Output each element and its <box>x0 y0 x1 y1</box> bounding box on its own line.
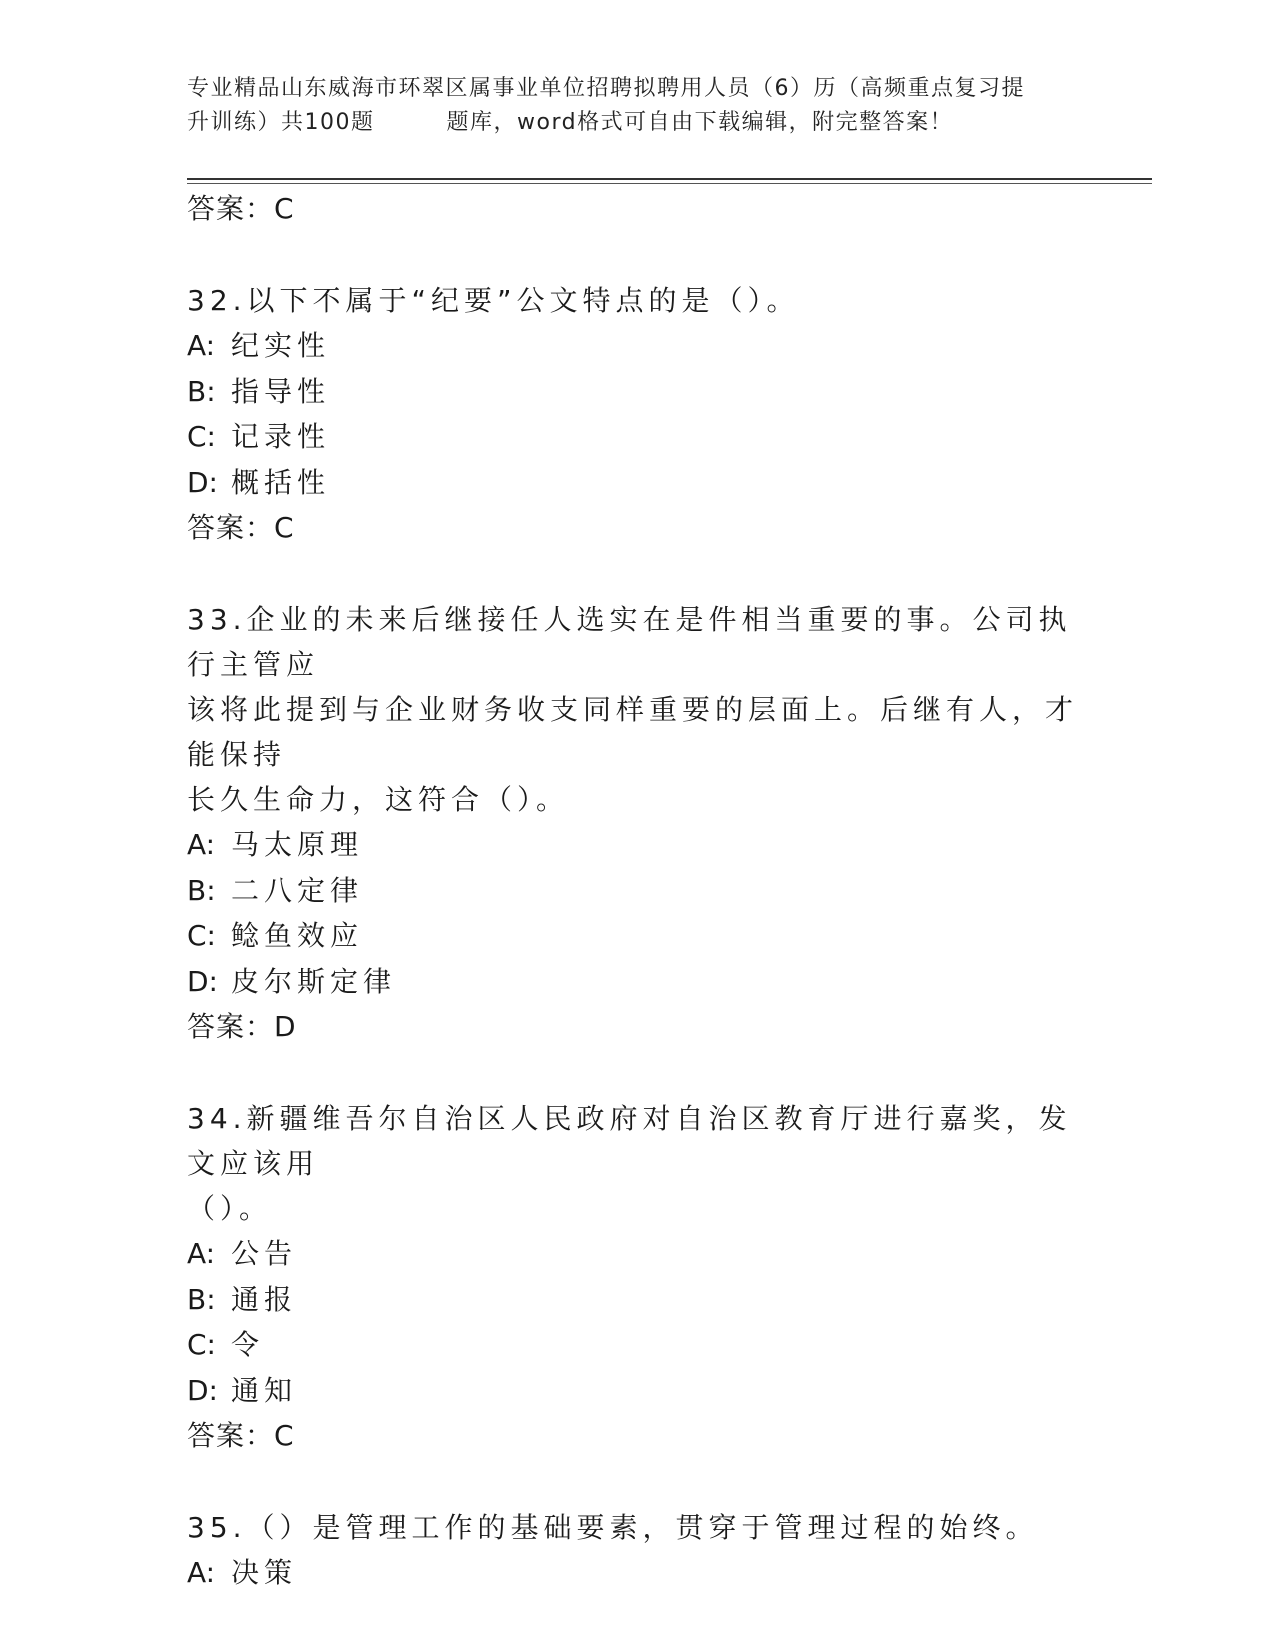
question-35 <box>187 1505 1087 1596</box>
question-text-line-2: 该将此提到与企业财务收支同样重要的层面上。后继有人，才能保持 <box>187 693 1079 771</box>
option-a <box>187 1550 1087 1596</box>
answer: 答案：C <box>187 1419 295 1452</box>
option-text: 决策 <box>231 1556 298 1589</box>
option-key: C: <box>187 919 216 952</box>
spacer <box>187 1459 1087 1505</box>
question-32 <box>187 278 1087 551</box>
option-text: 公告 <box>231 1237 298 1270</box>
option-key: A: <box>187 1556 216 1589</box>
spacer <box>187 232 1087 278</box>
option-key: C: <box>187 420 216 453</box>
header-title-line-1: 专业精品山东威海市环翠区属事业单位招聘拟聘用人员（6）历（高频重点复习提 <box>187 76 1025 101</box>
option-text: 鲶鱼效应 <box>231 919 364 952</box>
spacer <box>187 551 1087 597</box>
option-a <box>187 1231 1087 1277</box>
option-c <box>187 913 1087 959</box>
option-text: 纪实性 <box>231 329 331 362</box>
header-title-part-2: 题库，word格式可自由下载编辑，附完整答案！ <box>446 110 954 135</box>
option-b <box>187 1277 1087 1323</box>
question-34 <box>187 1096 1087 1459</box>
spacer <box>187 1050 1087 1096</box>
option-d <box>187 1368 1087 1414</box>
question-text-line-3: 长久生命力，这符合（）。 <box>187 783 570 816</box>
option-text: 概括性 <box>231 465 331 499</box>
header-title-line-2 <box>187 106 1087 140</box>
option-text: 马太原理 <box>231 828 364 861</box>
option-d <box>187 460 1087 506</box>
option-key: A: <box>187 1237 216 1270</box>
option-b <box>187 868 1087 914</box>
option-key: A: <box>187 329 216 362</box>
header-divider-thin <box>187 183 1152 184</box>
option-key: D: <box>187 465 218 499</box>
option-key: B: <box>187 374 216 408</box>
document-header <box>187 72 1087 140</box>
question-text: 35.（）是管理工作的基础要素，贯穿于管理过程的始终。 <box>187 1511 1039 1544</box>
option-text: 令 <box>231 1328 265 1361</box>
option-d <box>187 959 1087 1005</box>
option-key: C: <box>187 1328 216 1361</box>
answer: 答案：C <box>187 511 295 544</box>
option-text: 皮尔斯定律 <box>231 964 397 998</box>
previous-answer: 答案：C <box>187 192 295 225</box>
question-text-line-1: 33.企业的未来后继接任人选实在是件相当重要的事。公司执行主管应 <box>187 603 1072 681</box>
header-divider-thick <box>187 178 1152 180</box>
option-c <box>187 1322 1087 1368</box>
option-c <box>187 414 1087 460</box>
question-text-line-1: 34.新疆维吾尔自治区人民政府对自治区教育厅进行嘉奖，发文应该用 <box>187 1102 1072 1180</box>
option-text: 通报 <box>231 1282 298 1316</box>
question-text: 32.以下不属于“纪要”公文特点的是（）。 <box>187 284 800 317</box>
option-text: 二八定律 <box>231 873 364 907</box>
option-a <box>187 323 1087 369</box>
option-key: A: <box>187 828 216 861</box>
option-key: D: <box>187 964 218 998</box>
option-key: B: <box>187 873 216 907</box>
answer: 答案：D <box>187 1010 297 1043</box>
option-key: D: <box>187 1373 218 1407</box>
question-33 <box>187 597 1087 1050</box>
header-title-part-1: 升训练）共100题 <box>187 110 375 135</box>
question-text-line-2: （）。 <box>187 1192 273 1225</box>
option-key: B: <box>187 1282 216 1316</box>
option-text: 指导性 <box>231 374 331 408</box>
option-text: 通知 <box>231 1373 298 1407</box>
option-a <box>187 822 1087 868</box>
document-body <box>187 186 1087 1596</box>
option-text: 记录性 <box>231 420 331 453</box>
option-b <box>187 369 1087 415</box>
